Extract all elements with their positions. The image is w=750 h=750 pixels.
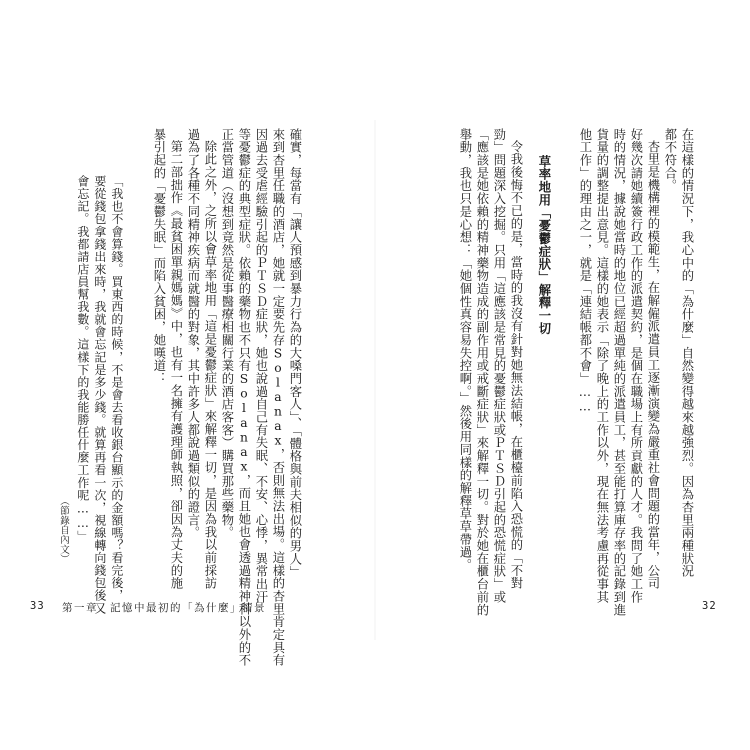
paragraph-line: 來到杏里任職的酒店，她就一定要先存Solanax，否則無法出場。這樣的杏里肯定具有 <box>270 128 285 667</box>
paragraph-line: 好幾次請她續簽行政工作的派遣契約，是個在職場上有所貢獻的人才。我問了她工作 <box>628 128 643 604</box>
paragraph-line: 過為了各種不同精神疾病而就醫的對象，其中許多人都說過類似的證言。 <box>185 128 200 540</box>
paragraph-line: 都不符合。 <box>662 128 677 193</box>
paragraph-line: 在這樣的情況下，我心中的「為什麼」自然變得越來越強烈。因為杏里兩種狀況 <box>679 128 694 578</box>
paragraph-line: 杏里是機構裡的模範生，在解僱派遣員工逐漸演變為嚴重社會問題的當年，公司 <box>645 140 660 590</box>
paragraph-line: 他工作」的理由之一，就是「連結帳都不會」…… <box>577 128 592 415</box>
paragraph-line: 確實，每當有「讓人預感到暴力行為的大嗓門客人」、「體格與前夫相似的男人」 <box>287 128 302 579</box>
section-heading: 草率地用「憂鬱症狀」解釋一切 <box>536 155 551 335</box>
paragraph-line: 因過去受虐經驗引起的ＰＴＳＤ症狀，她也說過自己有失眠、不安、心悸，異常出汗 <box>253 128 268 604</box>
paragraph-line: 等憂鬱症的典型症狀。依賴的藥物也不只有Solanax，而且她也會透過精神科以外的不 <box>236 128 251 667</box>
right-page <box>375 0 750 750</box>
quote-line: 會忘記。我都請店員幫我數。這樣下的我能勝任什麼工作呢……」 <box>75 175 90 543</box>
running-head: 第一章 記憶中最初的「為什麼」情景 <box>62 602 266 614</box>
paragraph-line: 第二部拙作《最貧困單親媽媽》中，也有一名擁有護理師執照，卻因為丈夫的施 <box>168 140 183 590</box>
quote-line: 「我也不會算錢。買東西的時候，不是會去看收銀台顯示的金額嗎？看完後， <box>109 175 124 602</box>
paragraph-line: 舉動，我也只是心想：「她個性真容易失控啊。」然後用同樣的解釋草草帶過。 <box>457 128 472 572</box>
paragraph-line: 貨量的調整提出意見。這樣的她表示「除了晚上的工作以外，現在無法考慮再從事其 <box>594 128 609 604</box>
paragraph-line: 正當管道（沒想到竟然是從事醫療相關行業的酒店客客）購買那些藥物。 <box>219 128 234 540</box>
paragraph-line: 暴引起的「憂鬱失眠」而陷入貧困，她嘆道： <box>151 128 166 385</box>
paragraph-line: 時的情況，據說她當時的地位已經超過單純的派遣員工，甚至能打算庫存率的記錄到進 <box>611 128 626 617</box>
page-number: 32 <box>702 600 717 612</box>
quote-line: 要從錢包拿錢出來時，我就會忘記是多少錢。就算再看一次，視線轉向錢包後又 <box>92 175 107 615</box>
paragraph-line: 勁」問題深入挖掘。只用「這應該是常見的憂鬱症狀或ＰＴＳＤ引起的恐慌症狀」或 <box>491 128 506 604</box>
page-number: 33 <box>30 600 45 612</box>
paragraph-line: 除此之外，之所以會草率地用「這是憂鬱症狀」來解釋一切，是因為我以前採訪 <box>202 140 217 590</box>
paragraph-line: 「應該是她依賴的精神藥物造成的副作用或戒斷症狀」來解釋一切。對於她在櫃台前的 <box>474 128 489 617</box>
quote-source-note: （節錄自內文） <box>58 496 69 564</box>
paragraph-line: 令我後悔不已的是，當時的我沒有針對她無法結帳，在櫃檯前陷入恐慌的「不對 <box>508 140 523 590</box>
